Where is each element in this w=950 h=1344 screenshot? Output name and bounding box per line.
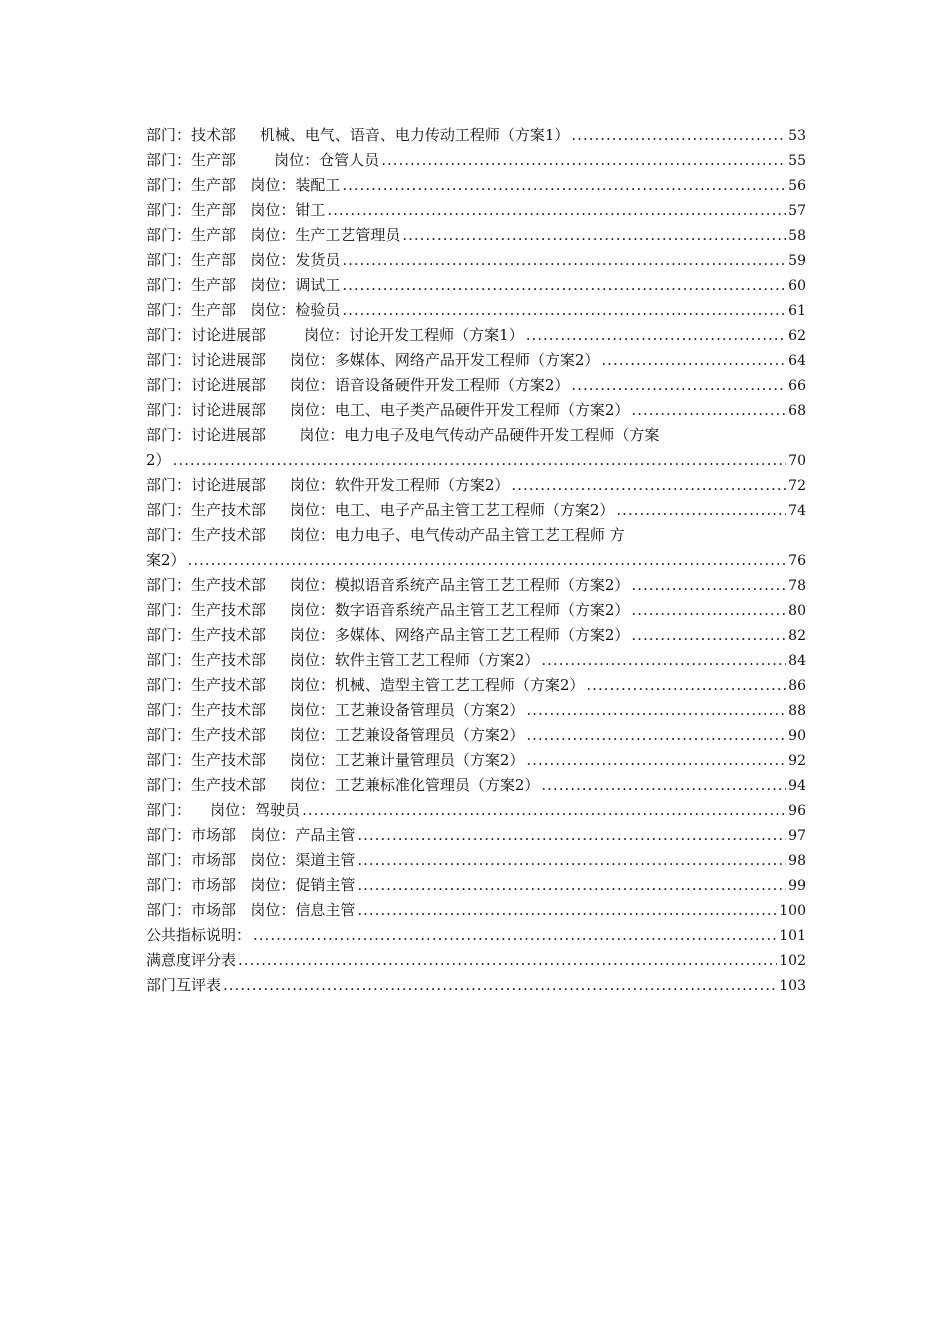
table-of-contents (146, 123, 806, 998)
toc-gap (266, 376, 290, 394)
toc-position: 岗位：渠道主管 (250, 851, 356, 869)
toc-leader (631, 398, 786, 423)
toc-entry[interactable] (146, 523, 806, 573)
toc-leader (357, 848, 786, 873)
toc-department: 部门：生产技术部 (146, 726, 267, 744)
toc-position: 岗位：数字语音系统产品主管工艺工程师（方案2） (289, 601, 630, 619)
toc-department: 部门：生产技术部 (146, 676, 267, 694)
toc-page-number: 76 (788, 553, 806, 569)
toc-leader (402, 223, 786, 248)
toc-entry[interactable] (146, 323, 806, 348)
toc-page-number: 82 (788, 628, 806, 644)
toc-page-number: 55 (788, 153, 806, 169)
toc-gap (266, 701, 290, 719)
toc-entry[interactable] (146, 373, 806, 398)
toc-position: 岗位：电工、电子类产品硬件开发工程师（方案2） (289, 401, 630, 419)
toc-department: 部门：市场部 (146, 826, 237, 844)
toc-page-number: 61 (788, 303, 806, 319)
toc-page-number: 84 (788, 653, 806, 669)
toc-entry[interactable] (146, 398, 806, 423)
toc-leader (357, 873, 786, 898)
toc-position: 岗位：驾驶员 (210, 801, 301, 819)
toc-department: 部门：讨论进展部 (146, 326, 267, 344)
toc-gap (266, 401, 290, 419)
toc-position-continued: 2） (146, 451, 171, 469)
toc-leader (342, 173, 786, 198)
toc-gap (236, 176, 250, 194)
toc-position: 岗位：调试工 (250, 276, 341, 294)
toc-page-number: 98 (788, 853, 806, 869)
toc-leader (631, 598, 786, 623)
toc-entry[interactable] (146, 648, 806, 673)
toc-department: 部门：生产技术部 (146, 526, 267, 544)
toc-department: 部门：讨论进展部 (146, 401, 267, 419)
toc-leader (571, 123, 786, 148)
toc-gap (236, 201, 250, 219)
toc-leader (526, 748, 786, 773)
toc-position: 岗位：信息主管 (250, 901, 356, 919)
toc-entry[interactable] (146, 223, 806, 248)
toc-department: 部门：生产技术部 (146, 701, 267, 719)
toc-position: 岗位：电工、电子产品主管工艺工程师（方案2） (289, 501, 615, 519)
toc-position: 岗位：发货员 (250, 251, 341, 269)
toc-leader (342, 298, 786, 323)
toc-leader (511, 473, 786, 498)
toc-entry[interactable] (146, 598, 806, 623)
toc-gap (236, 851, 250, 869)
toc-department: 部门：市场部 (146, 851, 237, 869)
toc-gap (266, 476, 290, 494)
toc-page-number: 90 (788, 728, 806, 744)
toc-position: 岗位：语音设备硬件开发工程师（方案2） (289, 376, 570, 394)
toc-gap (266, 526, 290, 544)
toc-leader (631, 573, 786, 598)
toc-department: 公共指标说明： (146, 926, 252, 944)
toc-position-continued: 案2） (146, 551, 186, 569)
toc-position: 岗位：工艺兼设备管理员（方案2） (289, 701, 525, 719)
toc-leader (541, 773, 786, 798)
toc-leader (616, 498, 786, 523)
toc-gap (266, 651, 290, 669)
toc-entry[interactable] (146, 748, 806, 773)
toc-page-number: 66 (788, 378, 806, 394)
toc-position: 岗位：软件主管工艺工程师（方案2） (289, 651, 540, 669)
toc-entry[interactable] (146, 948, 806, 973)
toc-page-number: 103 (779, 978, 806, 994)
toc-gap (266, 351, 290, 369)
toc-department: 部门：讨论进展部 (146, 376, 267, 394)
toc-department: 部门：生产部 (146, 301, 237, 319)
toc-entry[interactable] (146, 248, 806, 273)
toc-entry[interactable] (146, 773, 806, 798)
toc-leader (631, 623, 786, 648)
toc-entry[interactable] (146, 623, 806, 648)
toc-page-number: 74 (788, 503, 806, 519)
toc-leader (223, 973, 777, 998)
toc-department: 部门：生产技术部 (146, 601, 267, 619)
toc-entry[interactable] (146, 698, 806, 723)
toc-position: 岗位：装配工 (250, 176, 341, 194)
toc-gap (266, 676, 290, 694)
toc-leader (238, 948, 777, 973)
toc-page-number: 70 (788, 453, 806, 469)
toc-position: 岗位：电力电子、电气传动产品主管工艺工程师 方 (289, 526, 625, 544)
toc-gap (266, 751, 290, 769)
toc-page-number: 101 (779, 928, 806, 944)
toc-leader (302, 798, 786, 823)
toc-department: 部门：市场部 (146, 901, 237, 919)
toc-position: 岗位：工艺兼计量管理员（方案2） (289, 751, 525, 769)
toc-position: 岗位：多媒体、网络产品开发工程师（方案2） (289, 351, 600, 369)
toc-page-number: 97 (788, 828, 806, 844)
toc-entry[interactable] (146, 898, 806, 923)
toc-position: 岗位：检验员 (250, 301, 341, 319)
toc-leader (173, 448, 787, 473)
toc-position: 岗位：工艺兼标准化管理员（方案2） (289, 776, 540, 794)
toc-position: 岗位：生产工艺管理员 (250, 226, 401, 244)
toc-position: 机械、电气、语音、电力传动工程师（方案1） (259, 126, 570, 144)
toc-leader (342, 248, 786, 273)
toc-department: 部门：生产技术部 (146, 651, 267, 669)
toc-leader (601, 348, 786, 373)
toc-gap (266, 776, 290, 794)
toc-department: 部门：生产部 (146, 151, 237, 169)
toc-gap (236, 901, 250, 919)
toc-position: 岗位：软件开发工程师（方案2） (289, 476, 510, 494)
toc-department: 部门： (146, 801, 192, 819)
toc-page-number: 100 (779, 903, 806, 919)
toc-page-number: 92 (788, 753, 806, 769)
toc-leader (541, 648, 786, 673)
toc-department: 部门：生产技术部 (146, 776, 267, 794)
toc-position: 岗位：钳工 (250, 201, 326, 219)
toc-position: 岗位：机械、造型主管工艺工程师（方案2） (289, 676, 585, 694)
toc-entry[interactable] (146, 923, 806, 948)
toc-gap (266, 326, 304, 344)
toc-entry[interactable] (146, 173, 806, 198)
toc-entry[interactable] (146, 423, 806, 473)
toc-entry[interactable] (146, 298, 806, 323)
toc-entry[interactable] (146, 273, 806, 298)
toc-gap (266, 726, 290, 744)
toc-department: 部门：生产技术部 (146, 501, 267, 519)
toc-leader (342, 273, 786, 298)
toc-gap (236, 126, 260, 144)
toc-leader (188, 548, 787, 573)
toc-leader (381, 148, 786, 173)
toc-page-number: 59 (788, 253, 806, 269)
toc-position: 岗位：模拟语音系统产品主管工艺工程师（方案2） (289, 576, 630, 594)
toc-gap (266, 626, 290, 644)
toc-gap (266, 501, 290, 519)
toc-leader (357, 898, 777, 923)
toc-leader (327, 198, 786, 223)
toc-position: 岗位：多媒体、网络产品主管工艺工程师（方案2） (289, 626, 630, 644)
toc-leader (526, 323, 786, 348)
toc-department: 部门：生产部 (146, 251, 237, 269)
toc-entry[interactable] (146, 573, 806, 598)
toc-entry[interactable] (146, 148, 806, 173)
toc-gap (236, 226, 250, 244)
toc-leader (526, 723, 786, 748)
toc-entry[interactable] (146, 198, 806, 223)
toc-department: 部门：生产部 (146, 226, 237, 244)
toc-gap (266, 426, 299, 444)
toc-page-number: 60 (788, 278, 806, 294)
toc-gap (266, 601, 290, 619)
toc-gap (266, 576, 290, 594)
toc-gap (236, 826, 250, 844)
toc-gap (236, 151, 274, 169)
toc-page-number: 88 (788, 703, 806, 719)
toc-department: 部门：生产技术部 (146, 576, 267, 594)
toc-department: 满意度评分表 (146, 951, 237, 969)
toc-entry[interactable] (146, 798, 806, 823)
toc-department: 部门：生产技术部 (146, 751, 267, 769)
toc-leader (586, 673, 786, 698)
toc-entry[interactable] (146, 723, 806, 748)
toc-position: 岗位：促销主管 (250, 876, 356, 894)
toc-department: 部门：讨论进展部 (146, 351, 267, 369)
toc-page-number: 86 (788, 678, 806, 694)
toc-gap (191, 801, 210, 819)
toc-page-number: 102 (779, 953, 806, 969)
toc-department: 部门：技术部 (146, 126, 237, 144)
toc-entry[interactable] (146, 348, 806, 373)
toc-page-number: 68 (788, 403, 806, 419)
toc-department: 部门：生产部 (146, 176, 237, 194)
toc-entry[interactable] (146, 123, 806, 148)
toc-gap (236, 301, 250, 319)
toc-department: 部门：生产部 (146, 201, 237, 219)
toc-gap (236, 876, 250, 894)
toc-position: 岗位：仓管人员 (274, 151, 380, 169)
toc-entry[interactable] (146, 848, 806, 873)
toc-entry[interactable] (146, 473, 806, 498)
toc-page-number: 80 (788, 603, 806, 619)
toc-gap (236, 276, 250, 294)
toc-department: 部门互评表 (146, 976, 222, 994)
toc-page-number: 57 (788, 203, 806, 219)
toc-leader (357, 823, 786, 848)
toc-page-number: 62 (788, 328, 806, 344)
toc-leader (253, 923, 777, 948)
toc-department: 部门：市场部 (146, 876, 237, 894)
toc-position: 岗位：工艺兼设备管理员（方案2） (289, 726, 525, 744)
toc-leader (571, 373, 786, 398)
toc-department: 部门：生产部 (146, 276, 237, 294)
toc-page-number: 94 (788, 778, 806, 794)
toc-position: 岗位：讨论开发工程师（方案1） (304, 326, 524, 344)
toc-leader (526, 698, 786, 723)
toc-page-number: 53 (788, 128, 806, 144)
toc-entry[interactable] (146, 973, 806, 998)
toc-position: 岗位：电力电子及电气传动产品硬件开发工程师（方案 (299, 426, 660, 444)
toc-entry[interactable] (146, 823, 806, 848)
toc-entry[interactable] (146, 673, 806, 698)
toc-page-number: 56 (788, 178, 806, 194)
toc-page-number: 78 (788, 578, 806, 594)
toc-position: 岗位：产品主管 (250, 826, 356, 844)
toc-entry[interactable] (146, 498, 806, 523)
toc-page-number: 58 (788, 228, 806, 244)
toc-page-number: 64 (788, 353, 806, 369)
toc-department: 部门：讨论进展部 (146, 426, 267, 444)
toc-department: 部门：生产技术部 (146, 626, 267, 644)
toc-gap (236, 251, 250, 269)
toc-department: 部门：讨论进展部 (146, 476, 267, 494)
toc-entry[interactable] (146, 873, 806, 898)
toc-page-number: 99 (788, 878, 806, 894)
toc-page-number: 72 (788, 478, 806, 494)
toc-page-number: 96 (788, 803, 806, 819)
